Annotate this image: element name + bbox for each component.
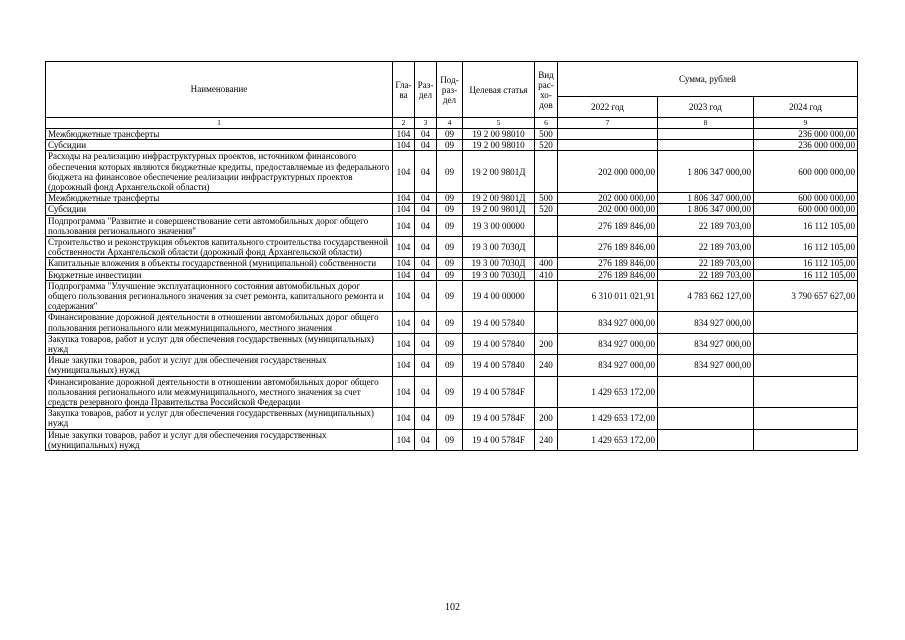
row-podrazdel: 09 xyxy=(437,269,463,280)
row-glava: 104 xyxy=(393,333,415,354)
table-row xyxy=(46,429,858,450)
row-razdel: 04 xyxy=(415,237,437,258)
row-name: Капитальные вложения в объекты государственной (муниципальной) собственности xyxy=(46,258,393,269)
row-tselevaya-statya: 19 2 00 9801Д xyxy=(463,151,535,193)
row-vid-rashodov: 520 xyxy=(535,204,558,215)
row-glava: 104 xyxy=(393,408,415,429)
row-razdel: 04 xyxy=(415,151,437,193)
header-razdel: Раз-дел xyxy=(415,62,437,118)
row-razdel: 04 xyxy=(415,376,437,408)
row-glava: 104 xyxy=(393,215,415,236)
row-tselevaya-statya: 19 2 00 98010 xyxy=(463,140,535,151)
row-vid-rashodov: 200 xyxy=(535,333,558,354)
table-row xyxy=(46,280,858,312)
row-name: Строительство и реконструкция объектов капитального строительства государственной собственности Архангельской области (дорожный фонд Архангельской области) xyxy=(46,237,393,258)
row-sum-2024: 16 112 105,00 xyxy=(754,258,858,269)
row-sum-2024 xyxy=(754,408,858,429)
row-name: Субсидии xyxy=(46,140,393,151)
header-year-2023: 2023 год xyxy=(658,97,754,118)
header-name: Наименование xyxy=(46,62,393,118)
table-row xyxy=(46,140,858,151)
row-sum-2024 xyxy=(754,333,858,354)
row-sum-2024 xyxy=(754,376,858,408)
row-tselevaya-statya: 19 4 00 57840 xyxy=(463,312,535,333)
row-sum-2024: 16 112 105,00 xyxy=(754,215,858,236)
table-row xyxy=(46,193,858,204)
row-vid-rashodov: 400 xyxy=(535,258,558,269)
row-razdel: 04 xyxy=(415,408,437,429)
row-sum-2023: 1 806 347 000,00 xyxy=(658,204,754,215)
table-row xyxy=(46,355,858,376)
row-sum-2023 xyxy=(658,129,754,140)
row-sum-2023: 22 189 703,00 xyxy=(658,258,754,269)
row-tselevaya-statya: 19 3 00 7030Д xyxy=(463,258,535,269)
header-year-2022: 2022 год xyxy=(558,97,658,118)
row-glava: 104 xyxy=(393,204,415,215)
column-number: 2 xyxy=(393,118,415,129)
row-vid-rashodov xyxy=(535,280,558,312)
row-sum-2024: 16 112 105,00 xyxy=(754,237,858,258)
row-tselevaya-statya: 19 4 00 5784F xyxy=(463,376,535,408)
row-sum-2023: 22 189 703,00 xyxy=(658,237,754,258)
budget-table xyxy=(45,61,858,451)
row-sum-2022: 834 927 000,00 xyxy=(558,312,658,333)
row-sum-2024: 16 112 105,00 xyxy=(754,269,858,280)
row-sum-2024 xyxy=(754,429,858,450)
row-sum-2022 xyxy=(558,129,658,140)
table-row xyxy=(46,312,858,333)
row-sum-2023 xyxy=(658,408,754,429)
row-sum-2024: 600 000 000,00 xyxy=(754,204,858,215)
row-glava: 104 xyxy=(393,280,415,312)
row-sum-2024: 236 000 000,00 xyxy=(754,129,858,140)
table-row xyxy=(46,269,858,280)
row-name: Финансирование дорожной деятельности в отношении автомобильных дорог общего пользования регионального или межмуниципального, местного значения за счет средств резервного фонда Правительства Российской Федерации xyxy=(46,376,393,408)
row-glava: 104 xyxy=(393,429,415,450)
table-row xyxy=(46,376,858,408)
column-number: 4 xyxy=(437,118,463,129)
row-name: Субсидии xyxy=(46,204,393,215)
row-razdel: 04 xyxy=(415,429,437,450)
table-row xyxy=(46,333,858,354)
row-podrazdel: 09 xyxy=(437,429,463,450)
row-glava: 104 xyxy=(393,376,415,408)
row-razdel: 04 xyxy=(415,280,437,312)
row-sum-2022: 1 429 653 172,00 xyxy=(558,429,658,450)
row-name: Бюджетные инвестиции xyxy=(46,269,393,280)
row-sum-2023: 22 189 703,00 xyxy=(658,215,754,236)
row-sum-2024: 600 000 000,00 xyxy=(754,193,858,204)
row-podrazdel: 09 xyxy=(437,151,463,193)
row-sum-2022: 276 189 846,00 xyxy=(558,269,658,280)
table-header xyxy=(46,62,858,129)
row-tselevaya-statya: 19 4 00 5784F xyxy=(463,429,535,450)
row-tselevaya-statya: 19 3 00 7030Д xyxy=(463,269,535,280)
column-number: 6 xyxy=(535,118,558,129)
row-name: Закупка товаров, работ и услуг для обеспечения государственных (муниципальных) нужд xyxy=(46,408,393,429)
row-podrazdel: 09 xyxy=(437,258,463,269)
row-sum-2022: 834 927 000,00 xyxy=(558,333,658,354)
row-tselevaya-statya: 19 2 00 98010 xyxy=(463,129,535,140)
row-vid-rashodov xyxy=(535,151,558,193)
row-razdel: 04 xyxy=(415,312,437,333)
row-podrazdel: 09 xyxy=(437,376,463,408)
row-podrazdel: 09 xyxy=(437,237,463,258)
row-sum-2024: 236 000 000,00 xyxy=(754,140,858,151)
row-sum-2023: 834 927 000,00 xyxy=(658,355,754,376)
row-name: Подпрограмма "Улучшение эксплуатационного состояния автомобильных дорог общего пользования регионального значения за счет ремонта, капитального ремонта и содержания" xyxy=(46,280,393,312)
row-sum-2022: 6 310 011 021,91 xyxy=(558,280,658,312)
row-glava: 104 xyxy=(393,193,415,204)
row-vid-rashodov: 500 xyxy=(535,129,558,140)
row-glava: 104 xyxy=(393,258,415,269)
row-glava: 104 xyxy=(393,151,415,193)
header-summa: Сумма, рублей xyxy=(558,62,858,97)
row-sum-2023 xyxy=(658,376,754,408)
row-razdel: 04 xyxy=(415,355,437,376)
row-razdel: 04 xyxy=(415,204,437,215)
row-tselevaya-statya: 19 3 00 00000 xyxy=(463,215,535,236)
row-razdel: 04 xyxy=(415,193,437,204)
row-sum-2022: 1 429 653 172,00 xyxy=(558,408,658,429)
row-glava: 104 xyxy=(393,129,415,140)
row-podrazdel: 09 xyxy=(437,312,463,333)
table-row xyxy=(46,215,858,236)
column-number: 8 xyxy=(658,118,754,129)
column-number: 7 xyxy=(558,118,658,129)
row-sum-2022: 202 000 000,00 xyxy=(558,204,658,215)
row-razdel: 04 xyxy=(415,333,437,354)
row-podrazdel: 09 xyxy=(437,280,463,312)
row-sum-2024: 600 000 000,00 xyxy=(754,151,858,193)
row-sum-2022: 276 189 846,00 xyxy=(558,215,658,236)
row-name: Иные закупки товаров, работ и услуг для обеспечения государственных (муниципальных) нужд xyxy=(46,429,393,450)
row-tselevaya-statya: 19 4 00 00000 xyxy=(463,280,535,312)
header-vid-rashodov: Вид рас-хо-дов xyxy=(535,62,558,118)
table-row xyxy=(46,258,858,269)
column-number-row xyxy=(46,118,858,129)
row-tselevaya-statya: 19 4 00 57840 xyxy=(463,355,535,376)
table-body xyxy=(46,129,858,451)
row-podrazdel: 09 xyxy=(437,204,463,215)
row-sum-2022: 834 927 000,00 xyxy=(558,355,658,376)
row-name: Закупка товаров, работ и услуг для обеспечения государственных (муниципальных) нужд xyxy=(46,333,393,354)
row-vid-rashodov: 240 xyxy=(535,429,558,450)
row-sum-2023: 1 806 347 000,00 xyxy=(658,193,754,204)
header-podrazdel: Под-раз-дел xyxy=(437,62,463,118)
row-sum-2022: 1 429 653 172,00 xyxy=(558,376,658,408)
row-sum-2024 xyxy=(754,355,858,376)
table-row xyxy=(46,204,858,215)
row-tselevaya-statya: 19 4 00 57840 xyxy=(463,333,535,354)
header-glava: Гла-ва xyxy=(393,62,415,118)
row-podrazdel: 09 xyxy=(437,333,463,354)
table-row xyxy=(46,151,858,193)
row-name: Расходы на реализацию инфраструктурных проектов, источником финансового обеспечения которых являются бюджетные кредиты, предоставляемые из федерального бюджета на финансовое обеспечение реализации инфраструктурных проектов (дорожный фонд Архангельской области) xyxy=(46,151,393,193)
row-sum-2023: 1 806 347 000,00 xyxy=(658,151,754,193)
row-name: Межбюджетные трансферты xyxy=(46,129,393,140)
row-sum-2023: 22 189 703,00 xyxy=(658,269,754,280)
row-tselevaya-statya: 19 3 00 7030Д xyxy=(463,237,535,258)
column-number: 5 xyxy=(463,118,535,129)
row-vid-rashodov xyxy=(535,237,558,258)
row-sum-2023 xyxy=(658,140,754,151)
column-number: 1 xyxy=(46,118,393,129)
row-razdel: 04 xyxy=(415,269,437,280)
row-name: Подпрограмма "Развитие и совершенствование сети автомобильных дорог общего пользования регионального значения" xyxy=(46,215,393,236)
row-sum-2022: 202 000 000,00 xyxy=(558,151,658,193)
row-podrazdel: 09 xyxy=(437,408,463,429)
table-row xyxy=(46,129,858,140)
row-podrazdel: 09 xyxy=(437,129,463,140)
row-name: Межбюджетные трансферты xyxy=(46,193,393,204)
row-tselevaya-statya: 19 2 00 9801Д xyxy=(463,204,535,215)
row-sum-2023: 834 927 000,00 xyxy=(658,312,754,333)
row-glava: 104 xyxy=(393,237,415,258)
row-razdel: 04 xyxy=(415,215,437,236)
row-sum-2022: 276 189 846,00 xyxy=(558,237,658,258)
row-vid-rashodov: 200 xyxy=(535,408,558,429)
row-glava: 104 xyxy=(393,269,415,280)
row-podrazdel: 09 xyxy=(437,355,463,376)
row-name: Финансирование дорожной деятельности в отношении автомобильных дорог общего пользования регионального или межмуниципального, местного значения xyxy=(46,312,393,333)
table-row xyxy=(46,237,858,258)
row-razdel: 04 xyxy=(415,140,437,151)
row-sum-2024: 3 790 657 627,00 xyxy=(754,280,858,312)
header-tselevaya-statya: Целевая статья xyxy=(463,62,535,118)
row-glava: 104 xyxy=(393,140,415,151)
row-tselevaya-statya: 19 4 00 5784F xyxy=(463,408,535,429)
row-vid-rashodov: 500 xyxy=(535,193,558,204)
table-row xyxy=(46,408,858,429)
row-glava: 104 xyxy=(393,355,415,376)
column-number: 3 xyxy=(415,118,437,129)
row-podrazdel: 09 xyxy=(437,193,463,204)
row-vid-rashodov: 240 xyxy=(535,355,558,376)
row-tselevaya-statya: 19 2 00 9801Д xyxy=(463,193,535,204)
row-podrazdel: 09 xyxy=(437,215,463,236)
row-sum-2023: 834 927 000,00 xyxy=(658,333,754,354)
row-sum-2022: 276 189 846,00 xyxy=(558,258,658,269)
row-vid-rashodov: 520 xyxy=(535,140,558,151)
row-sum-2023 xyxy=(658,429,754,450)
row-vid-rashodov: 410 xyxy=(535,269,558,280)
column-number: 9 xyxy=(754,118,858,129)
row-sum-2023: 4 783 662 127,00 xyxy=(658,280,754,312)
row-sum-2022 xyxy=(558,140,658,151)
row-razdel: 04 xyxy=(415,258,437,269)
row-vid-rashodov xyxy=(535,376,558,408)
row-glava: 104 xyxy=(393,312,415,333)
row-podrazdel: 09 xyxy=(437,140,463,151)
row-vid-rashodov xyxy=(535,215,558,236)
page-number: 102 xyxy=(445,602,460,613)
row-vid-rashodov xyxy=(535,312,558,333)
row-sum-2024 xyxy=(754,312,858,333)
header-year-2024: 2024 год xyxy=(754,97,858,118)
row-name: Иные закупки товаров, работ и услуг для обеспечения государственных (муниципальных) нужд xyxy=(46,355,393,376)
row-sum-2022: 202 000 000,00 xyxy=(558,193,658,204)
row-razdel: 04 xyxy=(415,129,437,140)
